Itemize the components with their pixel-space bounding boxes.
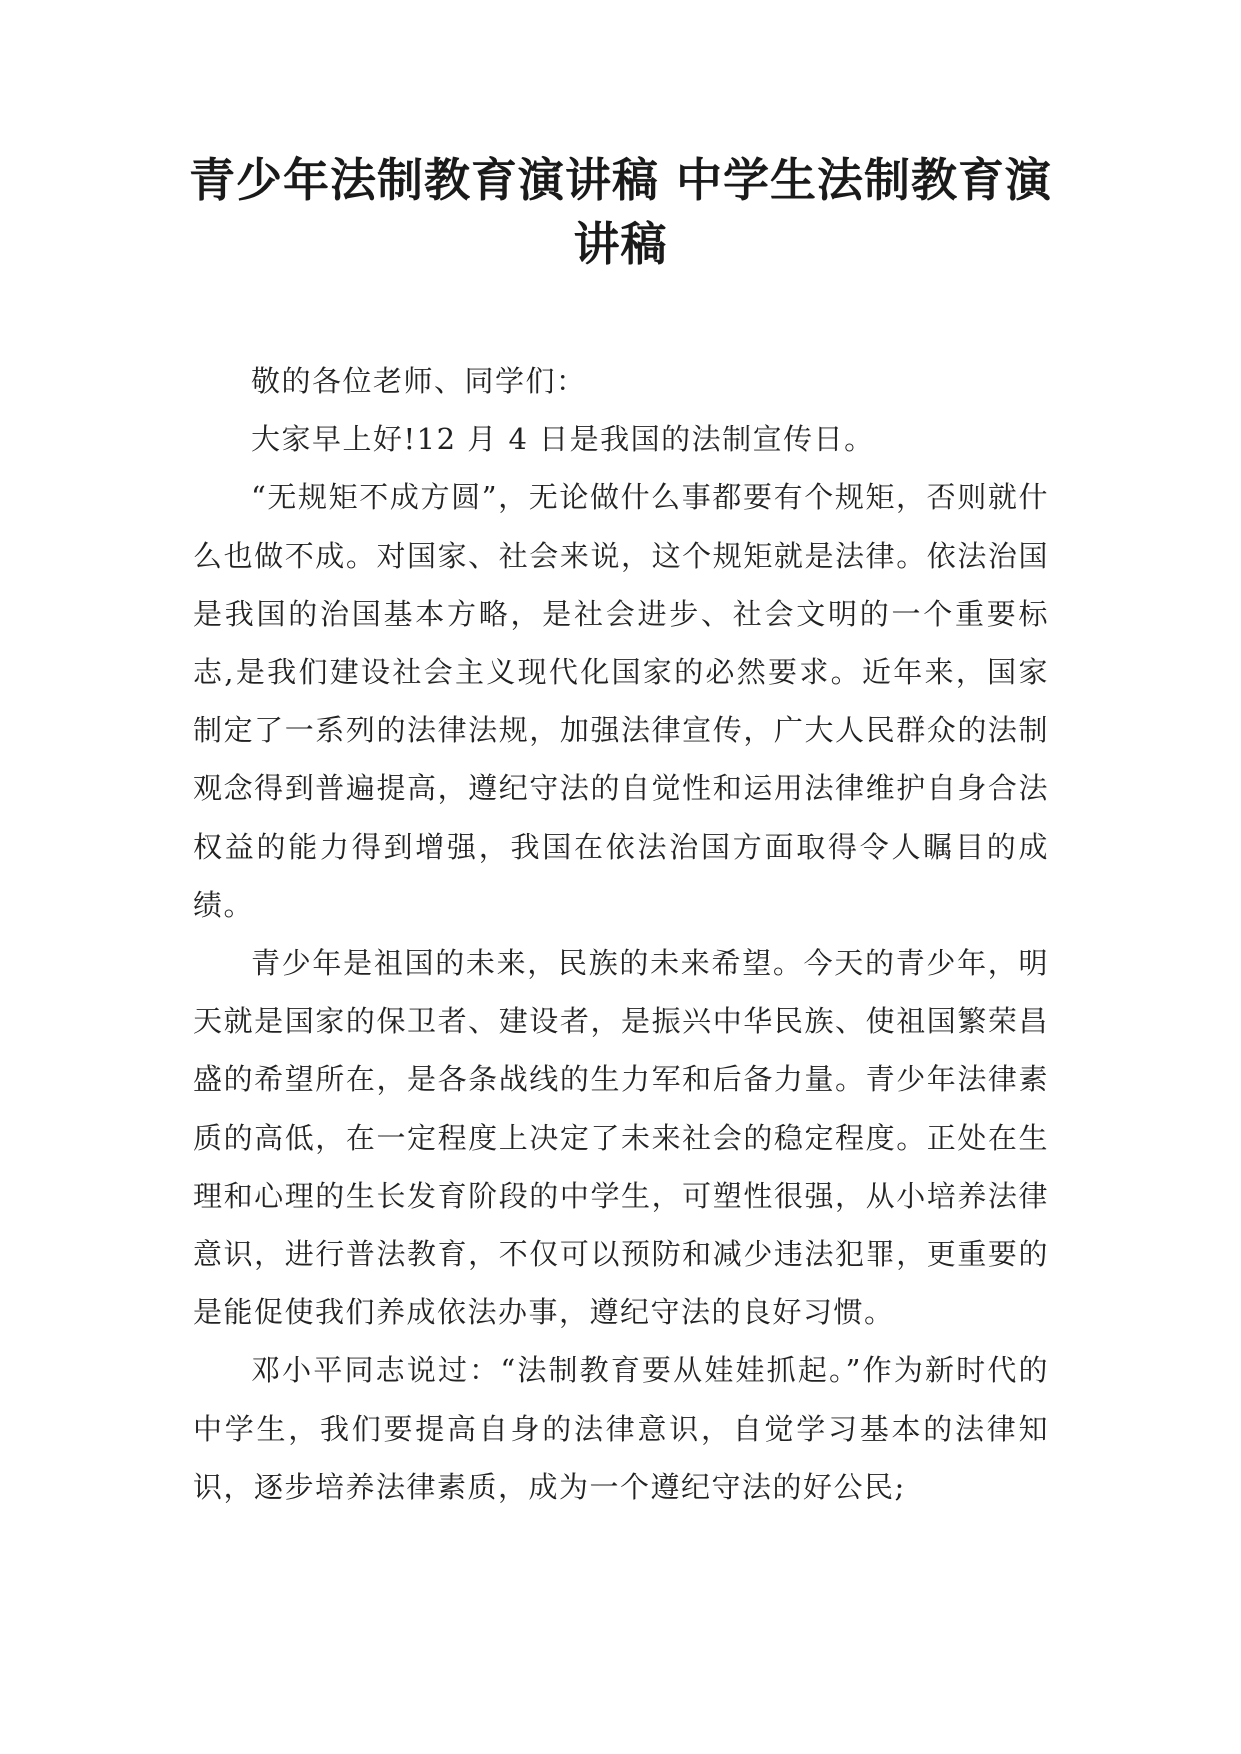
document-body xyxy=(193,352,1049,1516)
document-title: 青少年法制教育演讲稿 中学生法制教育演讲稿 xyxy=(188,153,1052,271)
body-paragraph: 邓小平同志说过：“法制教育要从娃娃抓起。”作为新时代的中学生，我们要提高自身的法律意识，自觉学习基本的法律知识，逐步培养法律素质，成为一个遵纪守法的好公民; xyxy=(193,1353,1049,1504)
greeting-paragraph: 大家早上好!12 月 4 日是我国的法制宣传日。 xyxy=(251,422,875,457)
body-paragraph: “无规矩不成方圆”，无论做什么事都要有个规矩，否则就什么也做不成。对国家、社会来说，这个规矩就是法律。依法治国是我国的治国基本方略，是社会进步、社会文明的一个重要标志,是我们建设社会主义现代化国家的必然要求。近年来，国家制定了一系列的法律法规，加强法律宣传，广大人民群众的法制观念得到普遍提高，遵纪守法的自觉性和运用法律维护自身合法权益的能力得到增强，我国在依法治国方面取得令人瞩目的成绩。 xyxy=(193,480,1049,922)
salutation-paragraph: 敬的各位老师、同学们： xyxy=(251,364,587,398)
body-paragraph: 青少年是祖国的未来，民族的未来希望。今天的青少年，明天就是国家的保卫者、建设者，是振兴中华民族、使祖国繁荣昌盛的希望所在，是各条战线的生力军和后备力量。青少年法律素质的高低，在一定程度上决定了未来社会的稳定程度。正处在生理和心理的生长发育阶段的中学生，可塑性很强，从小培养法律意识，进行普法教育，不仅可以预防和减少违法犯罪，更重要的是能促使我们养成依法办事，遵纪守法的良好习惯。 xyxy=(193,946,1049,1330)
